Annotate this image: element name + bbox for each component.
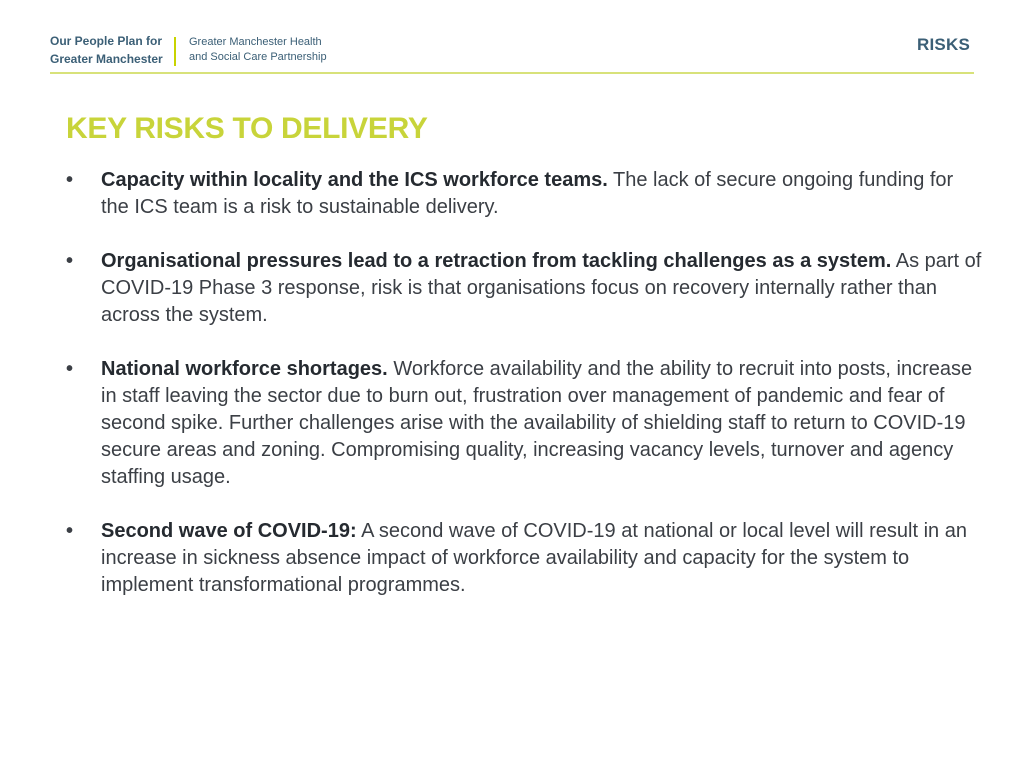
risk-description: As part of COVID-19 Phase 3 response, risk is that organisations focus on recovery internally rather than across the system. — [101, 250, 982, 326]
brand-logo-text — [50, 32, 174, 70]
risk-list — [66, 167, 984, 626]
brand-divider — [174, 37, 176, 66]
bullet-icon: • — [66, 358, 74, 380]
slide-header — [50, 32, 974, 74]
risk-description: A second wave of COVID-19 at national or local level will result in an increase in sickness absence impact of workforce availability and capacity for the system to implement transformational programmes. — [101, 520, 967, 596]
risk-title: Second wave of COVID-19: — [101, 520, 357, 542]
section-label: RISKS — [917, 35, 970, 54]
risk-title: National workforce shortages. — [101, 358, 388, 380]
risk-description: The lack of secure ongoing funding for the ICS team is a risk to sustainable delivery. — [101, 169, 954, 218]
bullet-icon: • — [66, 169, 74, 191]
partnership-name — [189, 35, 369, 65]
risk-title: Capacity within locality and the ICS workforce teams. — [101, 169, 608, 191]
risk-item-workforce-shortages — [66, 356, 984, 491]
partnership-line-2: and Social Care Partnership — [189, 51, 327, 63]
risk-item-capacity — [66, 167, 984, 221]
bullet-icon: • — [66, 520, 74, 542]
partnership-line-1: Greater Manchester Health — [189, 36, 322, 48]
risk-title: Organisational pressures lead to a retraction from tackling challenges as a system. — [101, 250, 892, 272]
page-title: KEY RISKS TO DELIVERY — [66, 112, 428, 145]
risk-item-second-wave — [66, 518, 984, 599]
risk-item-organisational-pressures — [66, 248, 984, 329]
bullet-icon: • — [66, 250, 74, 272]
brand-line-1: Our People Plan for — [50, 34, 163, 48]
risk-description: Workforce availability and the ability to recruit into posts, increase in staff leaving the sector due to burn out, frustration over management of pandemic and fear of second spike. Further challenges arise with the availability of shielding staff to return to COVID-19 secure areas and zoning. Compromising quality, increasing vacancy levels, turnover and agency staffing usage. — [101, 358, 973, 488]
brand-line-2: Greater Manchester — [50, 52, 163, 66]
